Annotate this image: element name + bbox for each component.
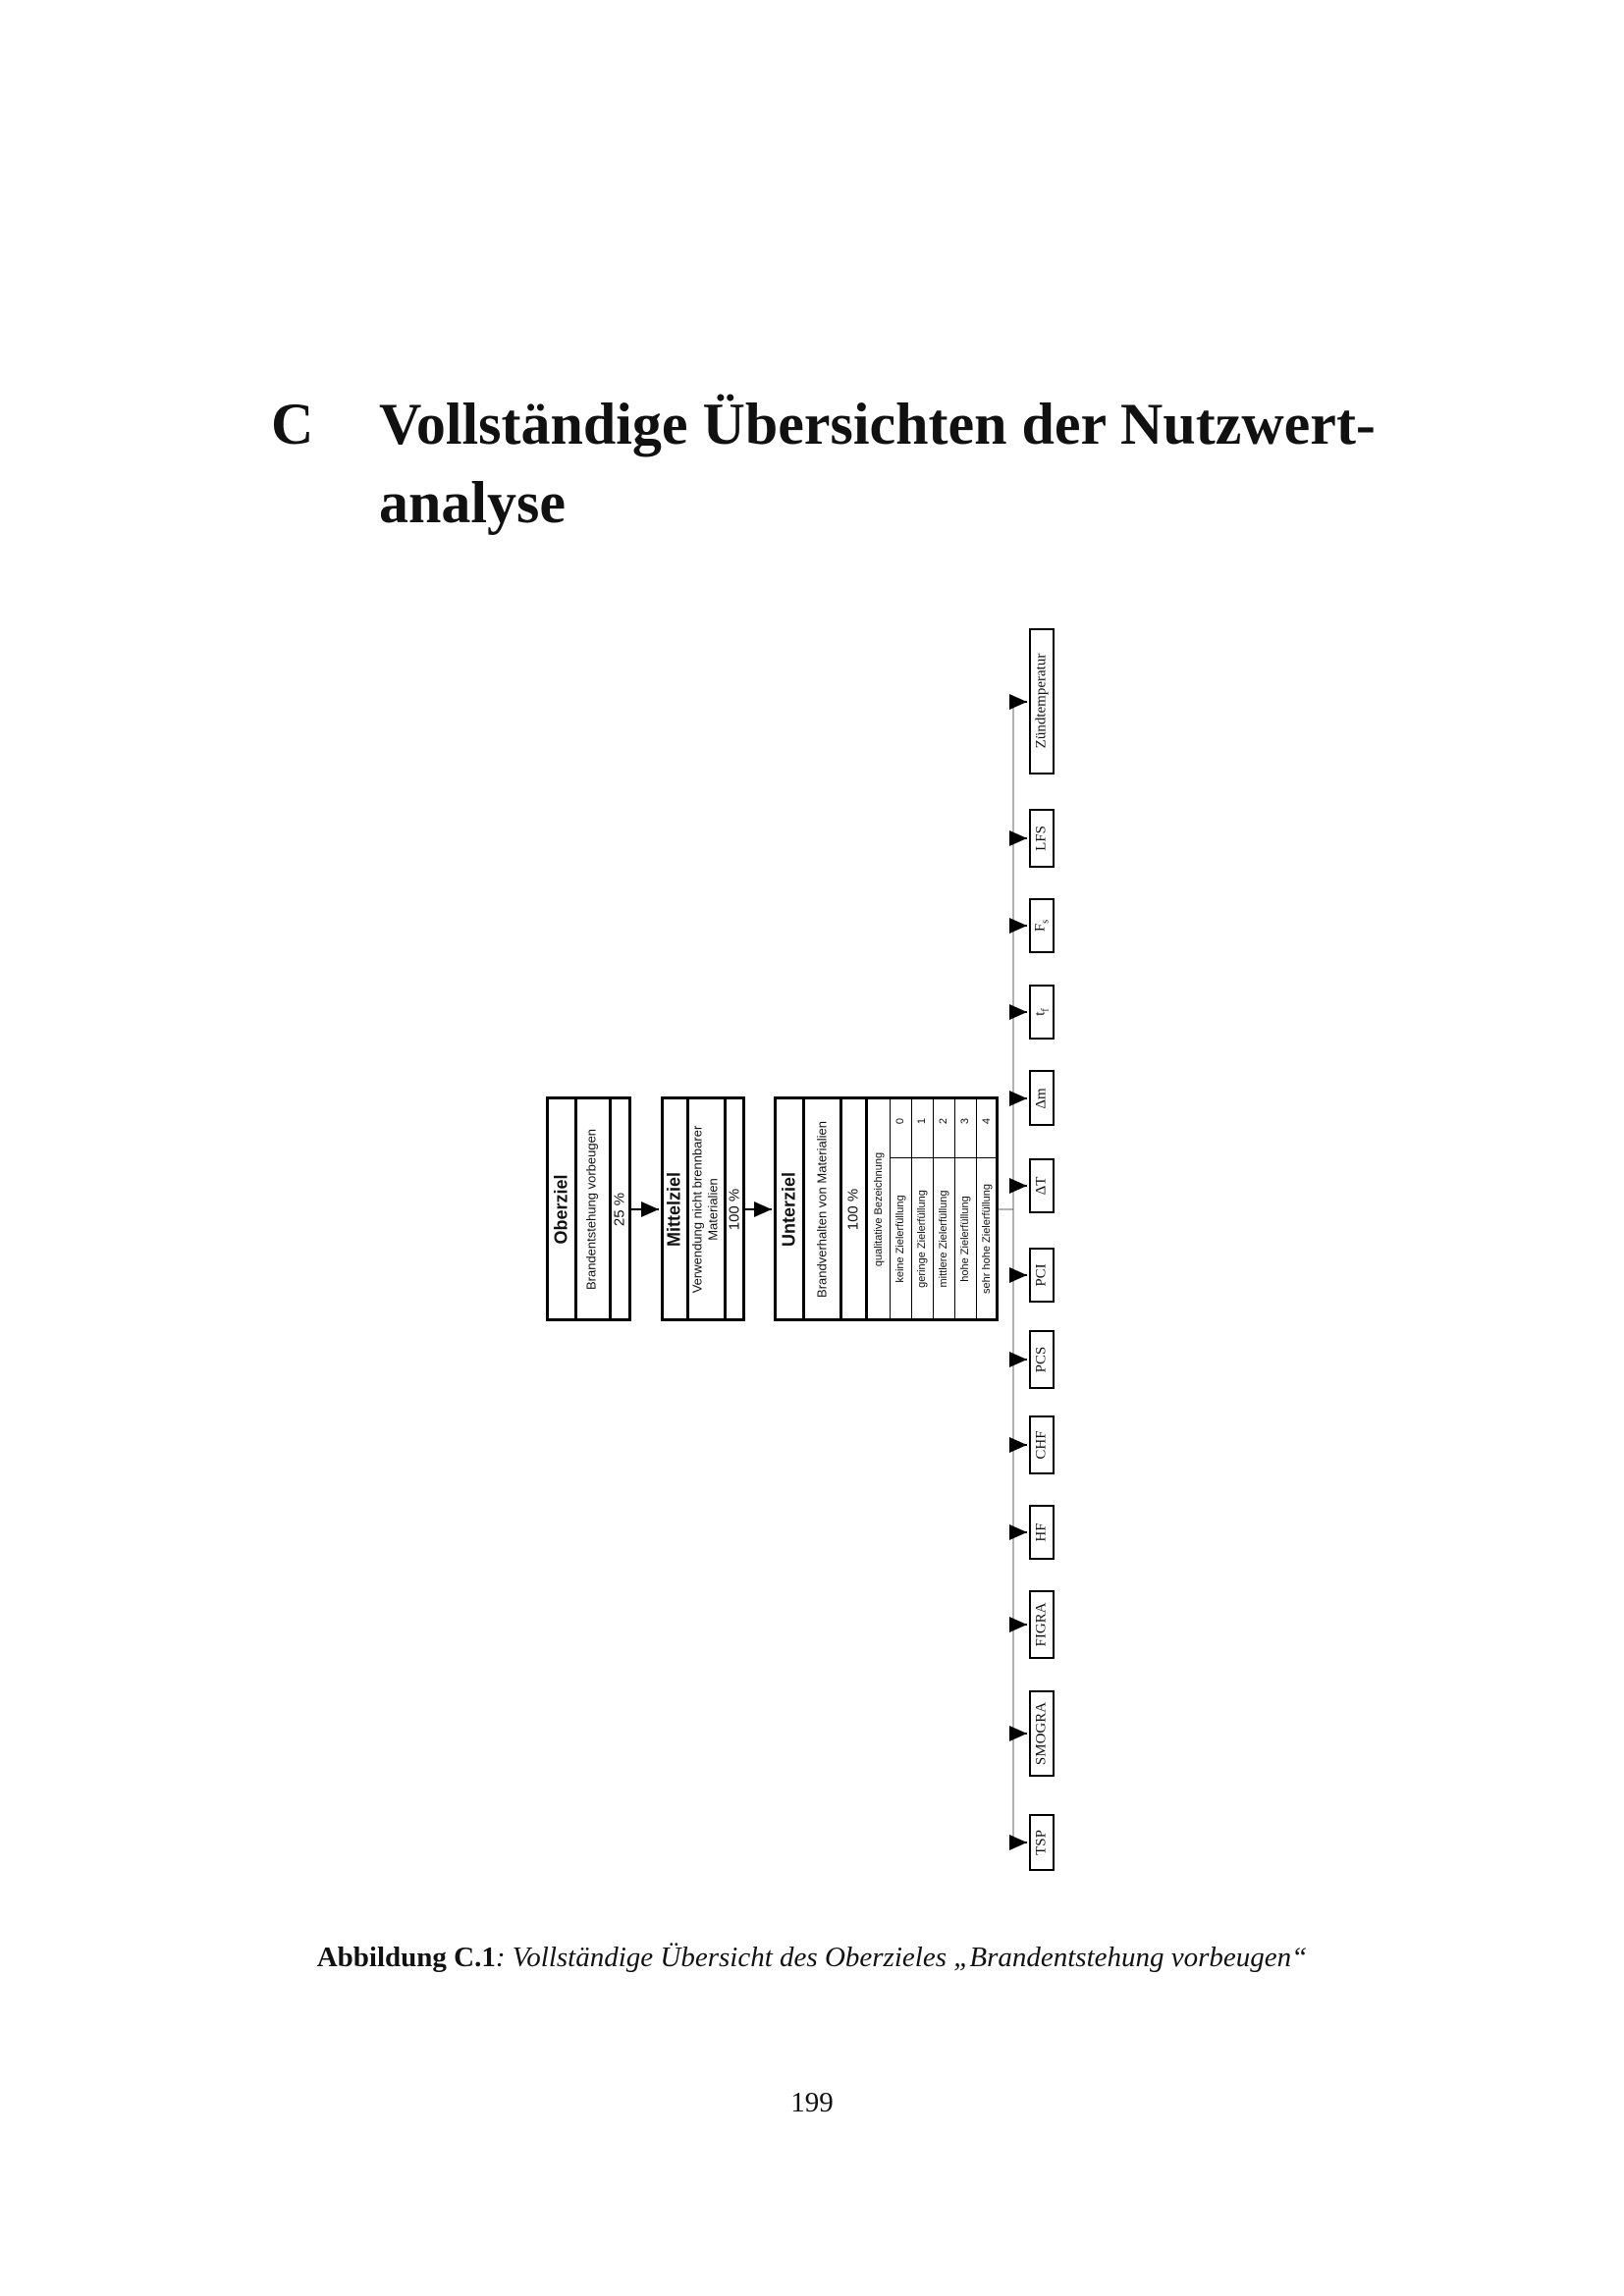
criterion-label: PCI — [1033, 1263, 1050, 1287]
oberziel-box — [546, 1096, 631, 1321]
criterion-label: Δm — [1033, 1088, 1050, 1109]
caption-label: Abbildung C.1 — [316, 1942, 496, 1973]
criterion-label: FIGRA — [1033, 1602, 1050, 1647]
criterion-label: ΔT — [1033, 1176, 1050, 1196]
mittelziel-name-line-2: Materialien — [705, 1178, 721, 1241]
oberziel-weight: 25 % — [611, 1192, 628, 1227]
criterion-smogra — [1029, 1690, 1055, 1777]
criterion-pci — [1029, 1248, 1055, 1303]
chapter-title-line-1: Vollständige Übersichten der Nutzwert- — [379, 392, 1376, 456]
scale-table — [868, 1099, 999, 1318]
criterion-zuendtemperatur — [1029, 628, 1055, 774]
figure-caption — [0, 1940, 1624, 1975]
scale-label: sehr hohe Zielerfüllung — [981, 1184, 993, 1294]
mittelziel-name-line-1: Verwendung nicht brennbarer — [689, 1125, 705, 1294]
criterion-chf — [1029, 1415, 1055, 1474]
criterion-label: PCS — [1033, 1346, 1050, 1373]
mittelziel-heading: Mittelziel — [664, 1171, 684, 1248]
scale-header: qualitative Bezeichnung — [873, 1151, 885, 1267]
criterion-figra — [1029, 1590, 1055, 1659]
criterion-label: TSP — [1033, 1830, 1050, 1855]
scale-score: 3 — [959, 1117, 971, 1125]
criterion-fs — [1029, 898, 1055, 953]
mittelziel-weight: 100 % — [726, 1188, 743, 1231]
page-number: 199 — [790, 2087, 834, 2118]
criterion-label: $t_f$ — [1032, 1008, 1052, 1016]
scale-label: keine Zielerfüllung — [894, 1195, 906, 1283]
criterion-hf — [1029, 1505, 1055, 1560]
scale-score: 0 — [894, 1117, 906, 1125]
scale-score: 4 — [981, 1117, 993, 1125]
criterion-tf — [1029, 985, 1055, 1040]
criterion-lfs — [1029, 809, 1055, 868]
criterion-label: $F_s$ — [1032, 919, 1052, 933]
scale-label: geringe Zielerfüllung — [916, 1190, 928, 1288]
scale-label: mittlere Zielerfüllung — [938, 1190, 949, 1288]
mittelziel-box — [661, 1096, 745, 1321]
unterziel-box — [774, 1096, 999, 1321]
unterziel-weight: 100 % — [844, 1188, 862, 1231]
criterion-label: HF — [1033, 1522, 1050, 1542]
criterion-label: Zündtemperatur — [1033, 653, 1050, 749]
oberziel-name: Brandentstehung vorbeugen — [583, 1128, 599, 1291]
criterion-delta-m — [1029, 1070, 1055, 1126]
criteria-arrows — [1013, 702, 1027, 1842]
criterion-label: CHF — [1033, 1430, 1050, 1460]
scale-score: 2 — [938, 1117, 949, 1125]
unterziel-heading: Unterziel — [779, 1171, 799, 1248]
criterion-pcs — [1029, 1330, 1055, 1389]
criterion-delta-t — [1029, 1158, 1055, 1213]
chapter-title-line-2: analyse — [379, 470, 567, 535]
scale-label: hohe Zielerfüllung — [959, 1196, 971, 1282]
scale-score: 1 — [916, 1117, 928, 1125]
criterion-label: LFS — [1033, 826, 1050, 851]
chapter-letter: C — [271, 392, 314, 456]
unterziel-name: Brandverhalten von Materialien — [814, 1121, 830, 1298]
criterion-tsp — [1029, 1814, 1055, 1871]
oberziel-heading: Oberziel — [551, 1174, 571, 1245]
criterion-label: SMOGRA — [1033, 1701, 1050, 1766]
caption-text: : Vollständige Übersicht des Oberzieles „Brandentstehung vorbeugen“ — [495, 1942, 1308, 1973]
